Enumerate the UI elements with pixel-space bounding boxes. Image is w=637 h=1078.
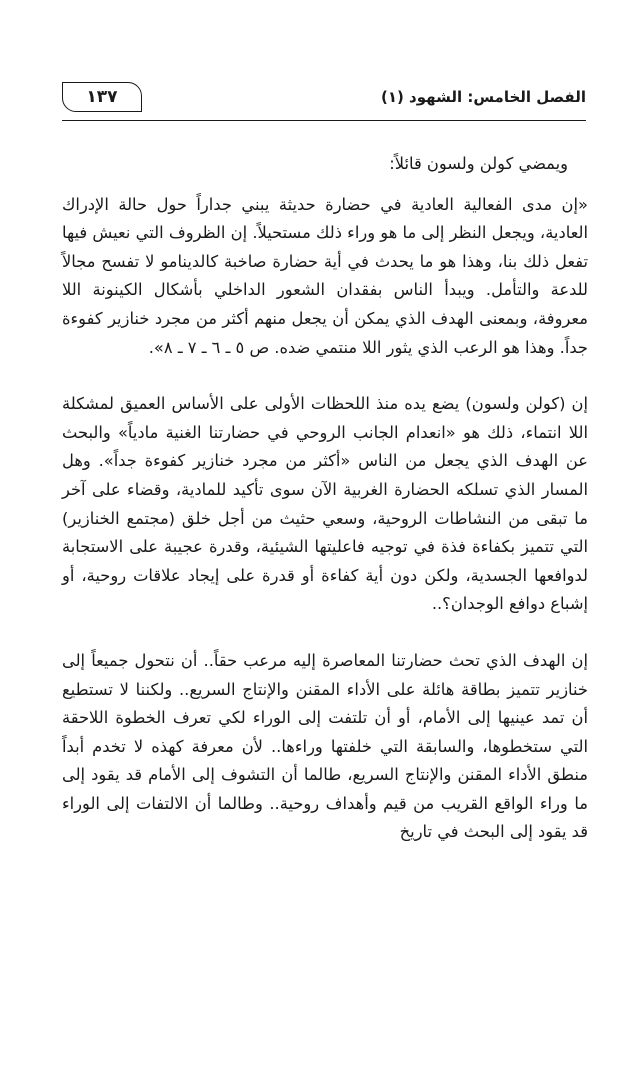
intro-line: ويمضي كولن ولسون قائلاً:: [389, 154, 568, 173]
page-number: ١٣٧: [62, 82, 142, 112]
paragraph-3: إن الهدف الذي تحث حضارتنا المعاصرة إليه مرعب حقاً.. أن نتحول جميعاً إلى خنازير تتميز بطاقة هائلة على الأداء المقنن والإنتاج السريع.. ولكننا لا تستطيع أن تمد عينيها إلى الأمام، أو أن تلتفت إلى الوراء لكي تعرف الخطوة اللاحقة التي ستخطوها، والسابقة التي خلفتها وراءها.. لأن معرفة كهذه لا تخدم أبداً منطق الأداء المقنن والإنتاج السريع، طالما أن التشوف إلى الأمام قد يقود إلى ما وراء الواقع القريب من قيم وأهداف روحية.. وطالما أن الالتفات إلى الوراء قد يقود إلى البحث في تاريخ: [62, 650, 588, 842]
header-divider: [62, 120, 586, 121]
running-header: [62, 82, 586, 116]
quote-paragraph: «إن مدى الفعالية العادية في حضارة حديثة يبني جداراً حول حالة الإدراك العادية، ويجعل النظر إلى ما هو وراء ذلك مستحيلاً. إن الظروف التي نعيش فيها تفعل ذلك بنا، وهذا هو ما يحدث في أية حضارة صاخبة كالدينامو لا تفسح مجالاً للدعة والتأمل. ويبدأ الناس بفقدان الشعور الداخلي بأشكال الكينونة اللا معروفة، وبمعنى الهدف الذي يمكن أن يجعل منهم أكثر من مجرد خنازير كفوءة جداً. وهذا هو الرعب الذي يثور اللا منتمي ضده. ص ٥ ـ ٦ ـ ٧ ـ ٨».: [62, 194, 588, 357]
body-text: [62, 150, 588, 847]
chapter-title: الفصل الخامس: الشهود (١): [380, 88, 586, 106]
paragraph-2: إن (كولن ولسون) يضع يده منذ اللحظات الأولى على الأساس العميق لمشكلة اللا انتماء، ذلك هو «انعدام الجانب الروحي في حضارتنا الغنية مادياً» والبحث عن الهدف الذي يجعل من الناس «أكثر من مجرد خنازير كفوءة جداً». وهل المسار الذي تسلكه الحضارة الغربية الآن سوى تأكيد للمادية، وقضاء على آخر ما تبقى من النشاطات الروحية، وسعي حثيث من أجل خلق (مجتمع الخنازير) التي تتميز بكفاءة فذة في توجيه فاعليتها الشيئية، وقدرة عجيبة على الاستجابة لدوافعها الجسدية، ولكن دون أية كفاءة أو قدرة على إيجاد علاقات روحية، أو إشباع دوافع الوجدان؟..: [62, 394, 588, 614]
